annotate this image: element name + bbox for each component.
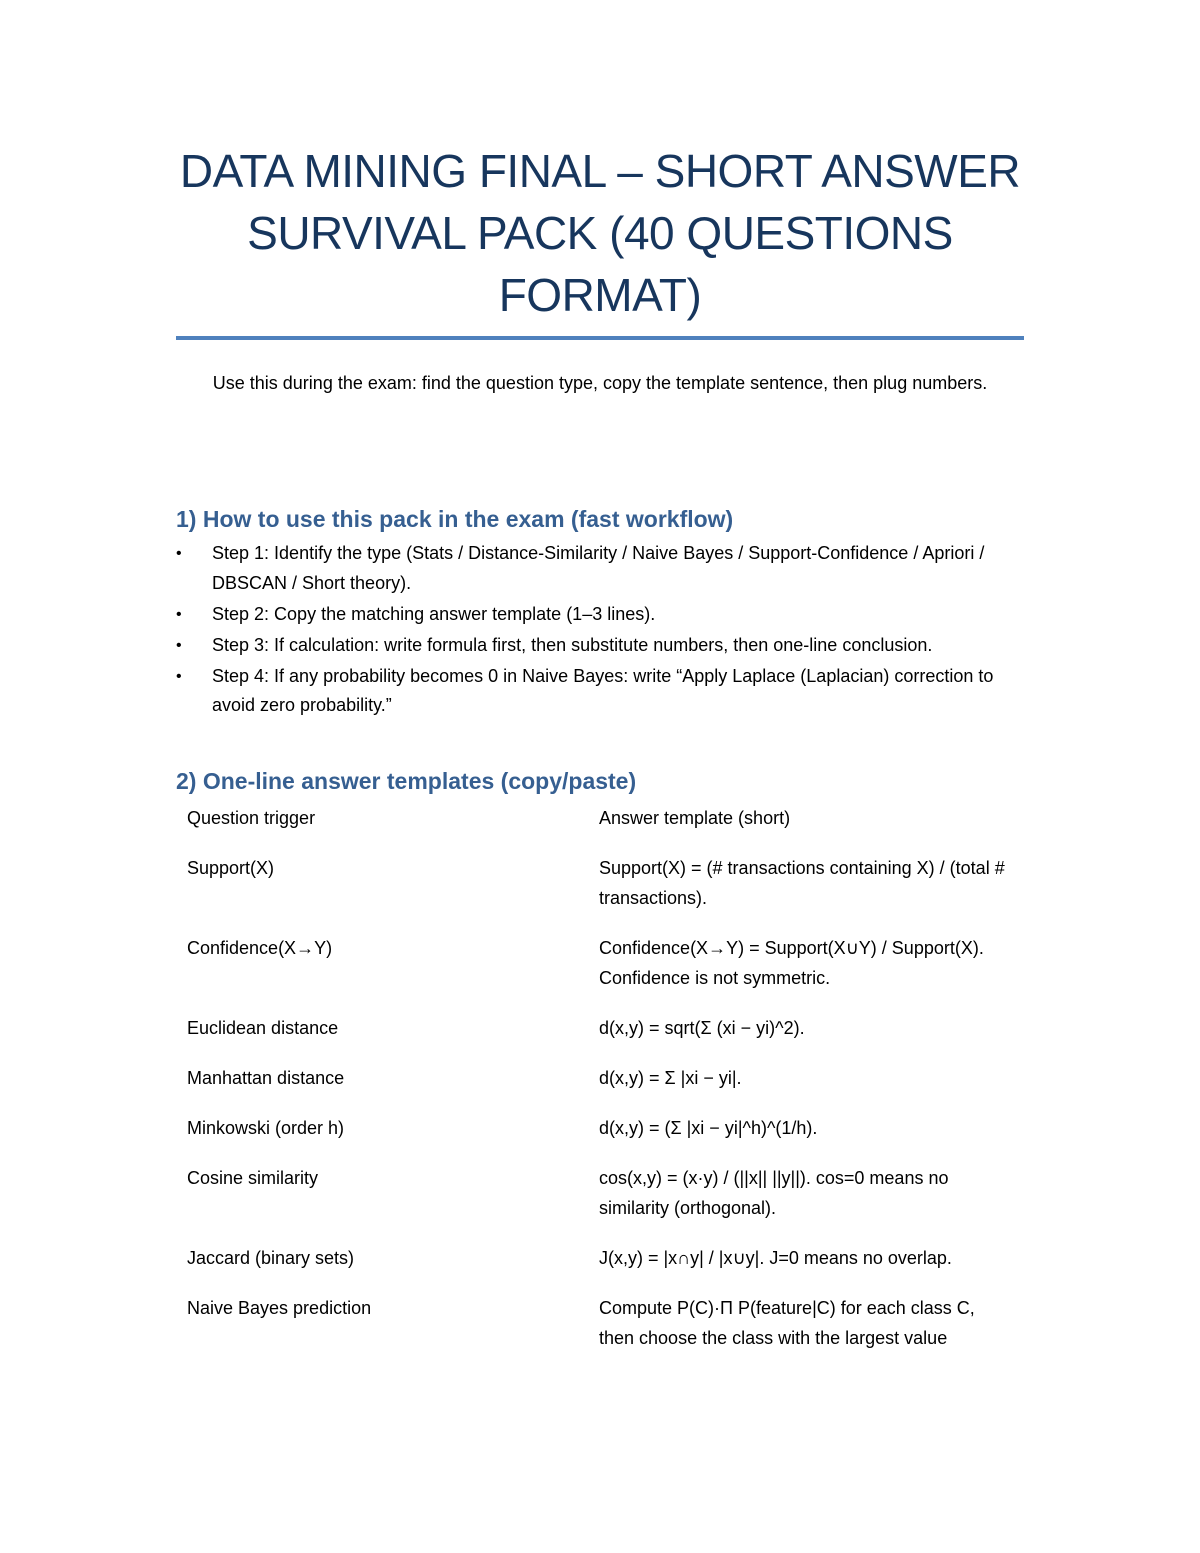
workflow-step [176, 662, 1024, 721]
answer-cell: d(x,y) = Σ |xi − yi|. [599, 1067, 742, 1088]
workflow-step-text: Step 3: If calculation: write formula first, then substitute numbers, then one-line conclusion. [212, 634, 933, 655]
intro-text: Use this during the exam: find the question type, copy the template sentence, then plug numbers. [212, 373, 988, 393]
workflow-steps-list [176, 539, 1024, 721]
trigger-cell: Naive Bayes prediction [187, 1297, 372, 1318]
table-row [176, 1243, 1024, 1273]
workflow-step [176, 631, 1024, 661]
trigger-cell: Confidence(X→Y) [187, 937, 333, 958]
section-heading-templates: 2) One-line answer templates (copy/paste) [176, 767, 637, 794]
trigger-cell: Jaccard (binary sets) [187, 1247, 355, 1268]
workflow-step [176, 539, 1024, 598]
section-heading-workflow: 1) How to use this pack in the exam (fast workflow) [176, 506, 734, 532]
title-underline [176, 336, 1024, 340]
document-page [176, 140, 1024, 1373]
bullet-icon: • [176, 545, 182, 562]
document-title: DATA MINING FINAL – SHORT ANSWER SURVIVAL PACK (40 QUESTIONS FORMAT) [179, 145, 1021, 321]
table-row [176, 933, 1024, 993]
table-row [176, 1163, 1024, 1223]
workflow-step-text: Step 2: Copy the matching answer template (1–3 lines). [212, 603, 656, 624]
answer-cell: d(x,y) = sqrt(Σ (xi − yi)^2). [599, 1017, 805, 1038]
table-row [176, 1013, 1024, 1043]
workflow-step [176, 600, 1024, 630]
templates-header-row [176, 803, 1024, 833]
table-row [176, 853, 1024, 913]
table-row [176, 1113, 1024, 1143]
trigger-cell: Euclidean distance [187, 1017, 339, 1038]
trigger-cell: Minkowski (order h) [187, 1117, 345, 1138]
table-row [176, 1063, 1024, 1093]
answer-cell: d(x,y) = (Σ |xi − yi|^h)^(1/h). [599, 1117, 818, 1138]
bullet-icon: • [176, 667, 182, 685]
trigger-cell: Cosine similarity [187, 1167, 319, 1188]
trigger-cell: Manhattan distance [187, 1067, 345, 1088]
trigger-cell: Support(X) [187, 857, 275, 878]
bullet-icon: • [176, 636, 182, 654]
table-row [176, 1293, 1024, 1353]
workflow-step-text: Step 4: If any probability becomes 0 in Naive Bayes: write “Apply Laplace (Laplacian) correction to avoid zero probability.” [212, 665, 994, 715]
workflow-step-text: Step 1: Identify the type (Stats / Distance-Similarity / Naive Bayes / Support-Confidence / Apriori / DBSCAN / Short theory). [212, 543, 985, 593]
answer-cell: Confidence(X→Y) = Support(X∪Y) / Support(X). Confidence is not symmetric. [599, 937, 984, 988]
column-header-trigger: Question trigger [187, 807, 316, 828]
answer-cell: Support(X) = (# transactions containing X) / (total # transactions). [599, 857, 1005, 908]
answer-cell: J(x,y) = |x∩y| / |x∪y|. J=0 means no overlap. [599, 1247, 952, 1268]
answer-cell: Compute P(C)·Π P(feature|C) for each class C, then choose the class with the largest value [599, 1297, 975, 1348]
answer-cell: cos(x,y) = (x·y) / (||x|| ||y||). cos=0 means no similarity (orthogonal). [599, 1167, 949, 1218]
bullet-icon: • [176, 605, 182, 623]
column-header-answer: Answer template (short) [599, 807, 791, 828]
templates-table [176, 803, 1024, 1353]
